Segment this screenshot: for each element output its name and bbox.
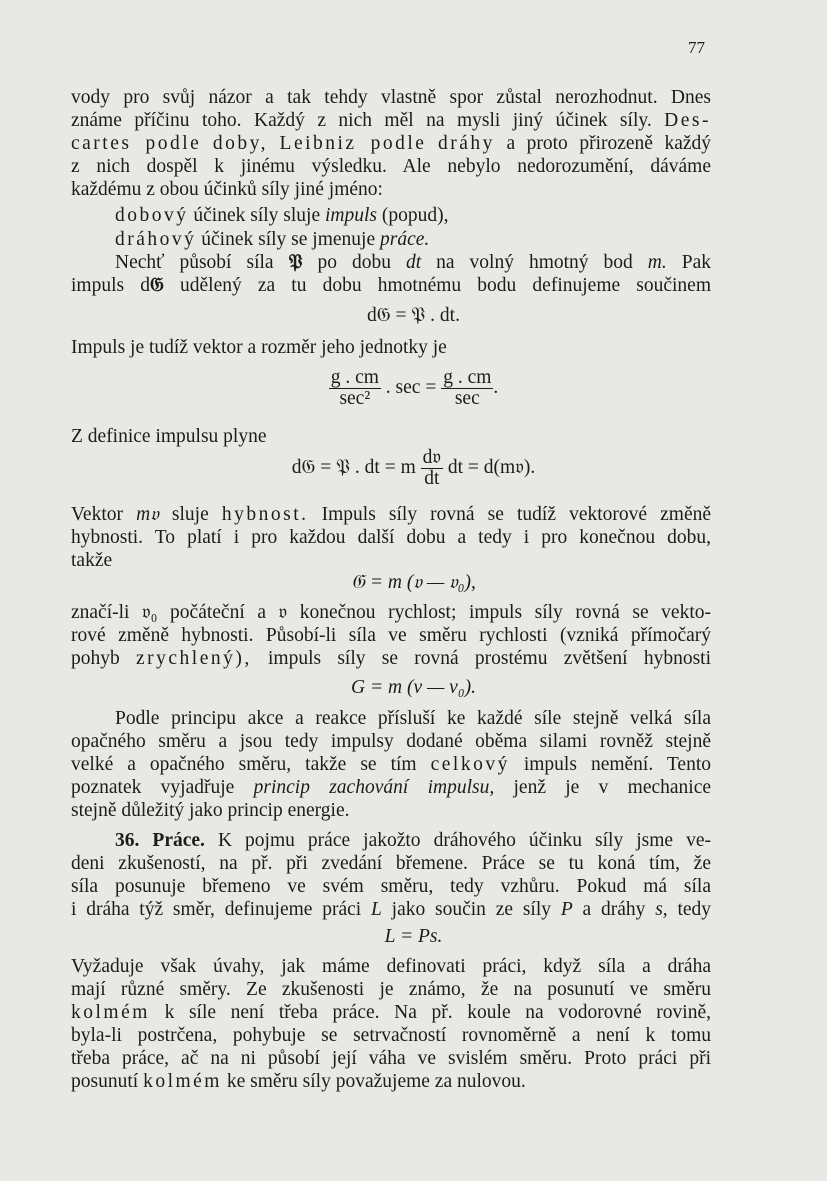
equation-scalar-impuls: G = m (v — v₀). bbox=[351, 677, 476, 698]
text-line: pohyb zrychlený), impuls síly se rovná prostému zvětšení hybnosti bbox=[71, 648, 712, 669]
equation-impuls-velocity: 𝔊 = m (𝔳 — 𝔳₀), bbox=[351, 572, 476, 593]
text-line: byla-li postrčena, pohybuje se setrvačností rovnoměrně a není k tomu bbox=[71, 1025, 711, 1046]
fraction: $\frac{g . cm}{\sec}$ bbox=[443, 367, 492, 409]
text-line: Vektor m𝔳 sluje hybnost. Impuls síly rovná se tudíž vektorové změně bbox=[71, 504, 712, 525]
text-line: známe příčinu toho. Každý z nich měl na mysli jiný účinek síly. Des- bbox=[71, 110, 711, 131]
text-line: Podle principu akce a reakce přísluší ke každé síle stejně velká síla bbox=[115, 708, 711, 729]
text-line: Z definice impulsu plyne bbox=[71, 426, 267, 447]
text-line: Impuls je tudíž vektor a rozměr jeho jednotky je bbox=[71, 337, 447, 358]
text-line: deni zkušeností, na př. při zvedání břemene. Práce se tu koná tím, že bbox=[71, 853, 711, 874]
section-heading: 36. Práce. bbox=[115, 830, 205, 851]
text-line: cartes podle doby, Leibniz podle dráhy a proto přirozeně každý bbox=[71, 133, 712, 154]
fraction: $\frac{g . cm}{\text{sec²}}$ bbox=[330, 367, 379, 409]
text-line: kolmém k síle není třeba práce. Na př. koule na vodorovné rovině, bbox=[71, 1002, 712, 1023]
text-line: poznatek vyjadřuje princip zachování impulsu, jenž je v mechanice bbox=[71, 777, 712, 798]
text-line: každému z obou účinků síly jiné jméno: bbox=[71, 179, 383, 200]
definition-prace: dráhový účinek síly se jmenuje práce. bbox=[115, 229, 430, 250]
text-line: impuls d𝔊 udělený za tu dobu hmotnému bodu definujeme součinem bbox=[71, 273, 712, 296]
text-line: posunutí kolmém ke směru síly považujeme za nulovou. bbox=[71, 1071, 526, 1092]
equation-work: L = Ps. bbox=[384, 926, 443, 947]
text-line: Nechť působí síla 𝔓 po dobu dt na volný hmotný bod m. Pak bbox=[115, 250, 711, 273]
text-line: třeba práce, ač na ni působí její váha ve svislém směru. Proto práci při bbox=[71, 1048, 711, 1069]
text-line: takže bbox=[71, 550, 113, 571]
text-line: hybnosti. To platí i pro každou další dobu a tedy i pro konečnou dobu, bbox=[71, 527, 711, 548]
text-line: rové změně hybnosti. Působí-li síla ve směru rychlosti (vzniká přímočarý bbox=[71, 625, 711, 646]
text-line: velké a opačného směru, takže se tím celkový impuls nemění. Tento bbox=[71, 754, 711, 775]
text-line: mají různé směry. Ze zkušenosti je známo, že na posunutí ve směru bbox=[71, 979, 711, 1000]
text-line: značí-li 𝔳₀ počáteční a 𝔳 konečnou rychlost; impuls síly rovná se vekto- bbox=[71, 602, 711, 623]
text-line: vody pro svůj názor a tak tehdy vlastně spor zůstal nerozhodnut. Dnes bbox=[71, 87, 711, 108]
text-line: Vyžaduje však úvahy, jak máme definovati práci, když síla a dráha bbox=[71, 956, 711, 977]
page-number: 77 bbox=[688, 38, 705, 57]
equation-impuls-definition: d𝔊 = 𝔓 . dt. bbox=[367, 305, 460, 326]
text-line: z nich dospěl k jinému výsledku. Ale nebylo nedorozumění, dáváme bbox=[71, 156, 711, 177]
text-line: síla posunuje břemeno ve svém směru, tedy vzhůru. Pokud má síla bbox=[71, 876, 711, 897]
text-line: stejně důležitý jako princip energie. bbox=[71, 800, 350, 821]
fraction: $\frac{\text{d𝔳}}{dt}$ bbox=[422, 447, 441, 489]
text-line: i dráha týž směr, definujeme práci L jako součin ze síly P a dráhy s, tedy bbox=[71, 899, 712, 920]
equation-units: $\frac{g . cm}{\text{sec²}}$ . sec = $\frac{g . cm}{\sec}$ . bbox=[330, 367, 499, 409]
definition-impuls: dobový účinek síly sluje impuls (popud), bbox=[115, 205, 449, 226]
equation-impuls-momentum: d𝔊 = 𝔓 . dt = m $\frac{\text{d𝔳}}{dt}$ dt = d(m𝔳). bbox=[291, 447, 536, 489]
section-36-first-line: 36. Práce. K pojmu práce jakožto dráhového účinku síly jsme ve- bbox=[115, 830, 711, 851]
text-line: opačného směru a jsou tedy impulsy dodané oběma silami rovněž stejně bbox=[71, 731, 711, 752]
